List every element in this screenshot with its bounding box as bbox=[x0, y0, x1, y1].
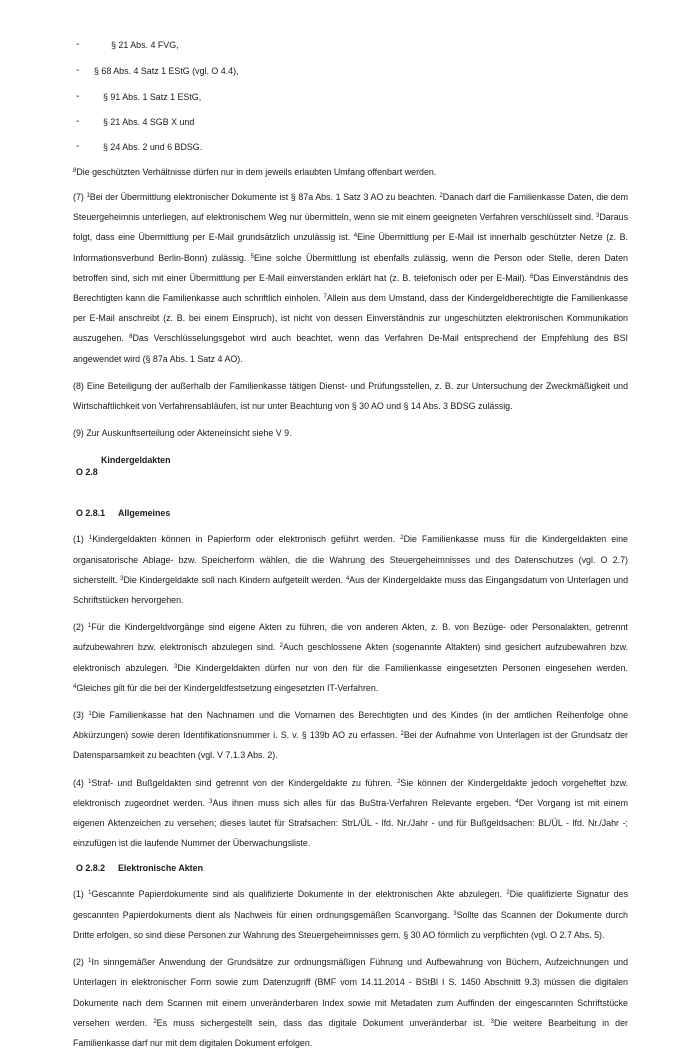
paragraph-7: (7) $^1$Bei der Übermittlung elektronischer Dokumente ist § 87a Abs. 1 Satz 3 AO zu beachten. $^2$Danach darf die Familienkasse Daten, die dem Steuergeheimnis unterliegen, auf elektronischem Weg nur übermitteln, wenn sie mit einem geeigneten Verfahren verschlüsselt sind. $^3$Daraus folgt, dass eine Übermittlung per E-Mail grundsätzlich unzulässig ist. $^4$Eine Übermittlung per E-Mail ist innerhalb geschützter Netze (z. B. Informationsverbund Berlin-Bonn) zulässig. $^5$Eine solche Übermittlung ist ebenfalls zulässig, wenn die Person oder Stelle, deren Daten betroffen sind, sich mit einer Übermittlung per E-Mail einverstanden erklärt hat (z. B. telefonisch oder per E-Mail). $^6$Das Einverständnis des Berechtigten kann die Familienkasse auch schriftlich einholen. $^7$Allein aus dem Umstand, dass der Kindergeldberechtigte die Familienkasse per E-Mail anschreibt (z. B. bei einem Einspruch), ist nicht von dessen Einverständnis zur ungeschützten elektronischen Kommunikation auszugehen. $^8$Das Verschlüsselungsgebot wird auch beachtet, wenn das Verfahren De-Mail entsprechend der Empfehlung des BSI angewendet wird (§ 87a Abs. 1 Satz 4 AO). bbox=[73, 192, 629, 364]
paragraph-eakte-1: (1) $^1$Gescannte Papierdokumente sind als qualifizierte Dokumente in der elektronischen Akte abzulegen. $^2$Die qualifizierte Signatur des gescannten Papierdokuments dient als Nachweis für einen ordnungsgemäßen Scanvorgang. $^3$Sollte das Scannen der Dokumente durch Dritte erfolgen, so sind diese Personen zur Wahrung des Steuergeheimnisses gem. § 30 AO förmlich zu verpflichten (vgl. O 2.7 Abs. 5). bbox=[73, 889, 629, 940]
list-item-text: § 91 Abs. 1 Satz 1 EStG, bbox=[103, 92, 202, 102]
list-marker: - bbox=[76, 116, 80, 127]
list-item-text: § 24 Abs. 2 und 6 BDSG. bbox=[103, 142, 203, 152]
paragraph-akten-1: (1) $^1$Kindergeldakten können in Papierform oder elektronisch geführt werden. $^2$Die Familienkasse muss für die Kindergeldakten eine organisatorische Ablage- bzw. Speicherform wählen, die die Wahrung des Steuergeheimnisses und des Datenschutzes (vgl. O 2.7) sicherstellt. $^3$Die Kindergeldakte soll nach Kindern aufgeteilt werden. $^4$Aus der Kindergeldakte muss das Eingangsdatum von Unterlagen und Schriftstücken hervorgehen. bbox=[73, 534, 629, 606]
subsection-heading-allgemeines: O 2.8.1 Allgemeines bbox=[76, 508, 171, 519]
list-marker: - bbox=[76, 141, 80, 152]
list-marker: - bbox=[76, 91, 80, 102]
paragraph-akten-2: (2) $^1$Für die Kindergeldvorgänge sind eigene Akten zu führen, die von anderen Akten, z. B. von Bezüge- oder Personalakten, getrennt aufzubewahren bzw. elektronisch abzulegen sind. $^2$Auch geschlossene Akten (sogenannte Altakten) sind gesichert aufzubewahren bzw. elektronisch abzulegen. $^3$Die Kindergeldakten dürfen nur von den für die Familienkasse eingesetzten Personen eingesehen werden. $^4$Gleiches gilt für die bei der Kindergeldfestsetzung eingesetzten IT-Verfahren. bbox=[73, 622, 629, 693]
section-heading bbox=[73, 453, 628, 497]
paragraph-akten-3: (3) $^1$Die Familienkasse hat den Nachnamen und die Vornamen des Berechtigten und des Kindes (in der amtlichen Reihenfolge ohne Abkürzungen) sowie deren Identifikationsnummer i. S. v. § 139b AO zu erfassen. $^2$Bei der Aufnahme von Unterlagen ist der Grundsatz der Datensparsamkeit zu beachten (vgl. V 7.1.3 Abs. 2). bbox=[73, 710, 629, 761]
list-item bbox=[0, 90, 700, 104]
list-item bbox=[0, 64, 700, 78]
paragraph-9: (9) Zur Auskunftserteilung oder Akteneinsicht siehe V 9. bbox=[73, 428, 292, 439]
list-item-text: § 21 Abs. 4 SGB X und bbox=[103, 117, 195, 127]
document-body bbox=[73, 162, 628, 1060]
paragraph-secrecy: $^8$Die geschützten Verhältnisse dürfen nur in dem jeweils erlaubten Umfang offenbart werden. bbox=[73, 167, 437, 177]
section-title: Kindergeldakten bbox=[101, 455, 171, 466]
list-item bbox=[0, 38, 700, 52]
list-marker: - bbox=[76, 65, 80, 76]
list-marker: - bbox=[76, 39, 80, 50]
subsection-heading-elektronische-akten: O 2.8.2 Elektronische Akten bbox=[76, 863, 203, 874]
paragraph-eakte-2: (2) $^1$In sinngemäßer Anwendung der Grundsätze zur ordnungsmäßigen Führung und Aufbewahrung von Büchern, Aufzeichnungen und Unterlagen in elektronischer Form sowie zum Datenzugriff (BMF vom 14.11.2014 - BStBl I S. 1450 Abschnitt 9.3) müssen die digitalen Dokumente nach dem Scannen mit einem unveränderbaren Index sowie mit Metadaten zum Auffinden der eingescannten Schriftstücke versehen werden. $^2$Es muss sichergestellt sein, dass das digitale Dokument unveränderbar ist. $^3$Die weitere Bearbeitung in der Familienkasse darf nur mit dem digitalen Dokument erfolgen. bbox=[73, 957, 629, 1048]
paragraph-akten-4: (4) $^1$Straf- und Bußgeldakten sind getrennt von der Kindergeldakte zu führen. $^2$Sie können der Kindergeldakte jedoch vorgeheftet bzw. elektronisch zugeordnet werden. $^3$Aus ihnen muss sich alles für das BuStra-Verfahren Relevante ergeben. $^4$Der Vorgang ist mit einem eigenen Aktenzeichen zu versehen; dieses lautet für Strafsachen: StrL/ÜL - lfd. Nr./Jahr - und für Bußgeldsachen: BL/ÜL - lfd. Nr./Jahr -; einzufügen ist die laufende Nummer der Überwachungsliste. bbox=[73, 777, 628, 849]
list-item bbox=[0, 115, 700, 129]
section-number: O 2.8 bbox=[76, 467, 98, 478]
list-item-text: § 21 Abs. 4 FVG, bbox=[111, 40, 179, 50]
paragraph-8: (8) Eine Beteiligung der außerhalb der Familienkasse tätigen Dienst- und Prüfungsstellen, z. B. zur Untersuchung der Zweckmäßigkeit und Wirtschaftlichkeit von Verfahrensabläufen, ist nur unter Beachtung von § 30 AO und § 14 Abs. 3 BDSG zulässig. bbox=[73, 380, 628, 412]
list-item-text: § 68 Abs. 4 Satz 1 EStG (vgl. O 4.4), bbox=[94, 66, 239, 76]
list-item bbox=[0, 140, 700, 154]
